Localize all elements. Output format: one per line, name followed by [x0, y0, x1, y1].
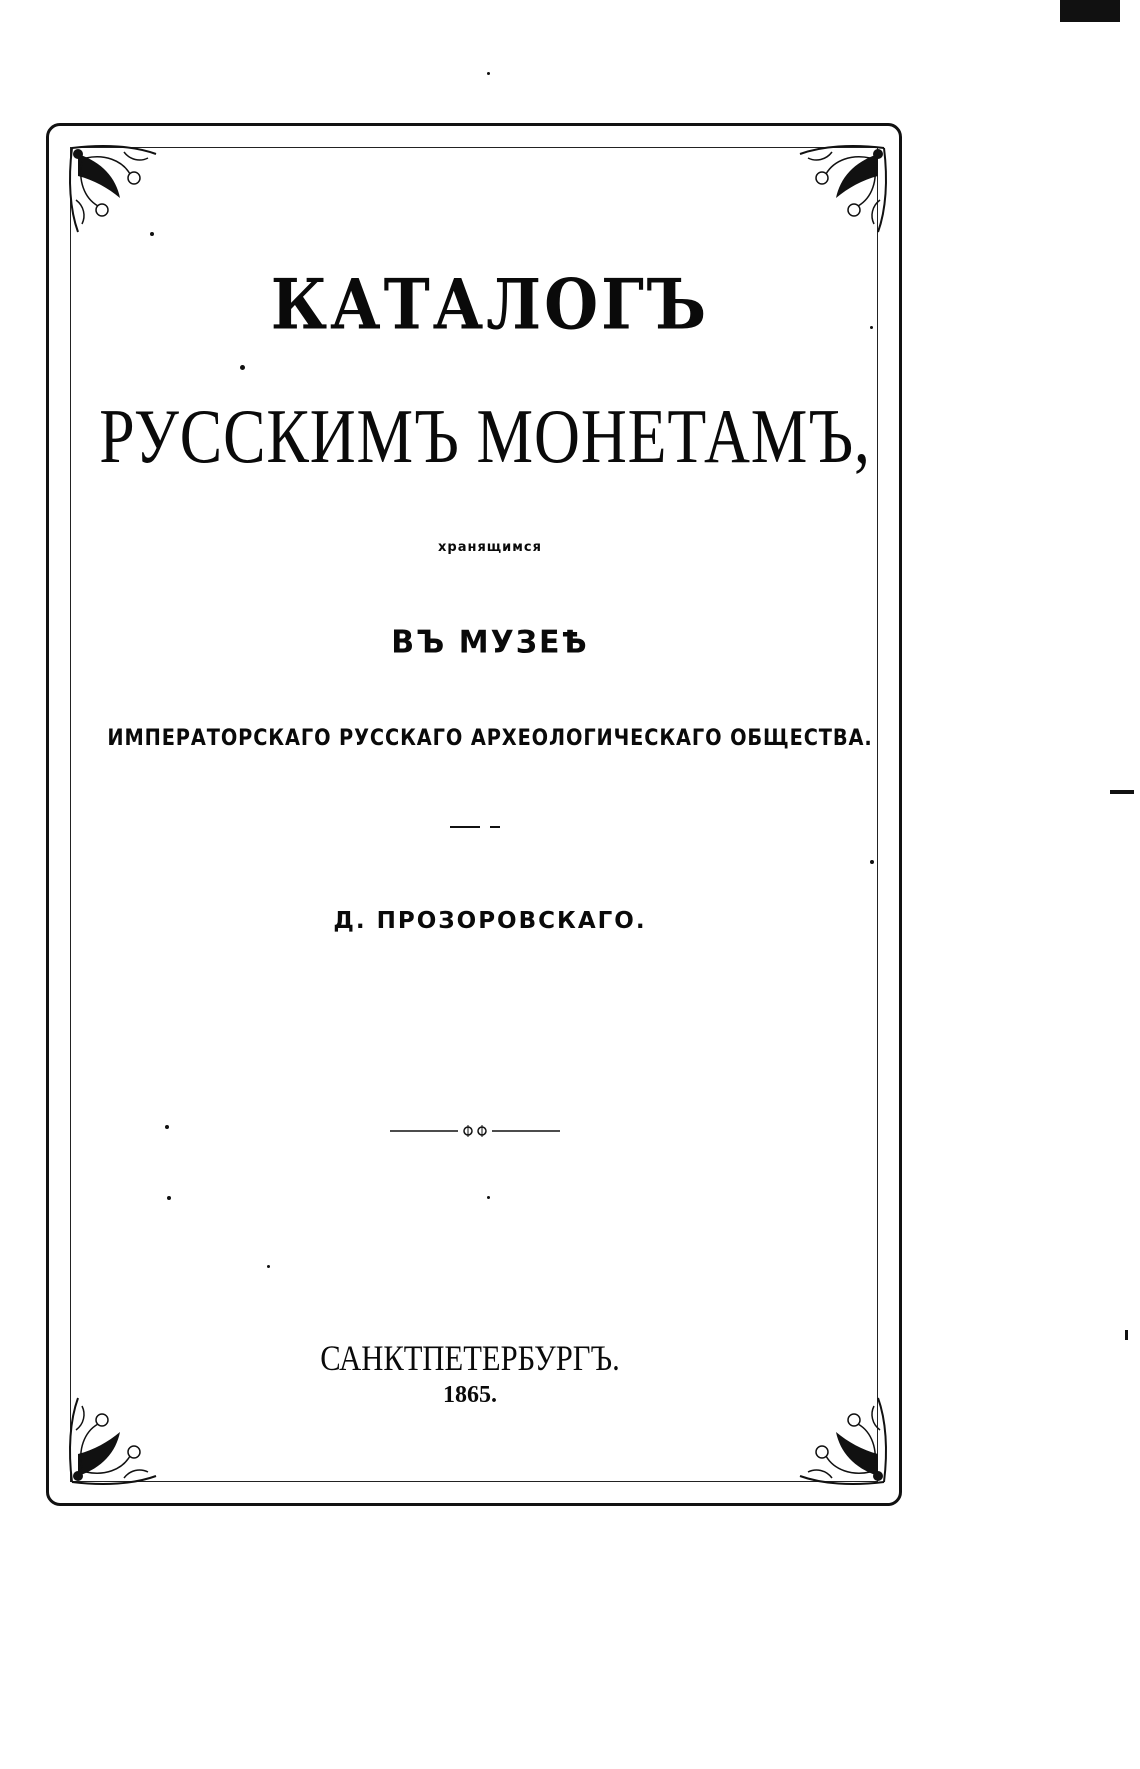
- scan-speck: [870, 860, 874, 864]
- scan-edge-mark: [1125, 1330, 1128, 1340]
- museum-line: ВЪ МУЗЕѢ: [391, 624, 589, 661]
- scan-edge-mark: [1110, 790, 1134, 794]
- scan-speck: [487, 72, 490, 75]
- kept-in-text: хранящимся: [438, 540, 542, 555]
- scan-speck: [150, 232, 154, 236]
- scan-speck: [267, 1265, 270, 1268]
- scan-speck: [167, 1196, 171, 1200]
- scan-speck: [487, 1196, 490, 1199]
- imprint-city: САНКТПЕТЕРБУРГЪ.: [320, 1338, 620, 1378]
- inner-border: [70, 147, 878, 1482]
- imprint-year: 1865.: [443, 1382, 497, 1408]
- society-line: ИМПЕРАТОРСКАГО РУССКАГО АРХЕОЛОГИЧЕСКАГО ОБЩЕСТВА.: [107, 726, 873, 751]
- corner-ornament-top-right: [792, 140, 892, 240]
- scan-edge-mark: [1060, 0, 1120, 22]
- author-line: Д. ПРОЗОРОВСКАГО.: [333, 908, 647, 934]
- ornamental-rule: [390, 1124, 560, 1138]
- page-subtitle: РУССКИМЪ МОНЕТАМЪ,: [99, 393, 871, 481]
- corner-ornament-top-left: [64, 140, 164, 240]
- page-title: КАТАЛОГЪ: [270, 263, 710, 346]
- scan-speck: [240, 365, 245, 370]
- scan-speck: [870, 326, 873, 329]
- scan-speck: [165, 1125, 169, 1129]
